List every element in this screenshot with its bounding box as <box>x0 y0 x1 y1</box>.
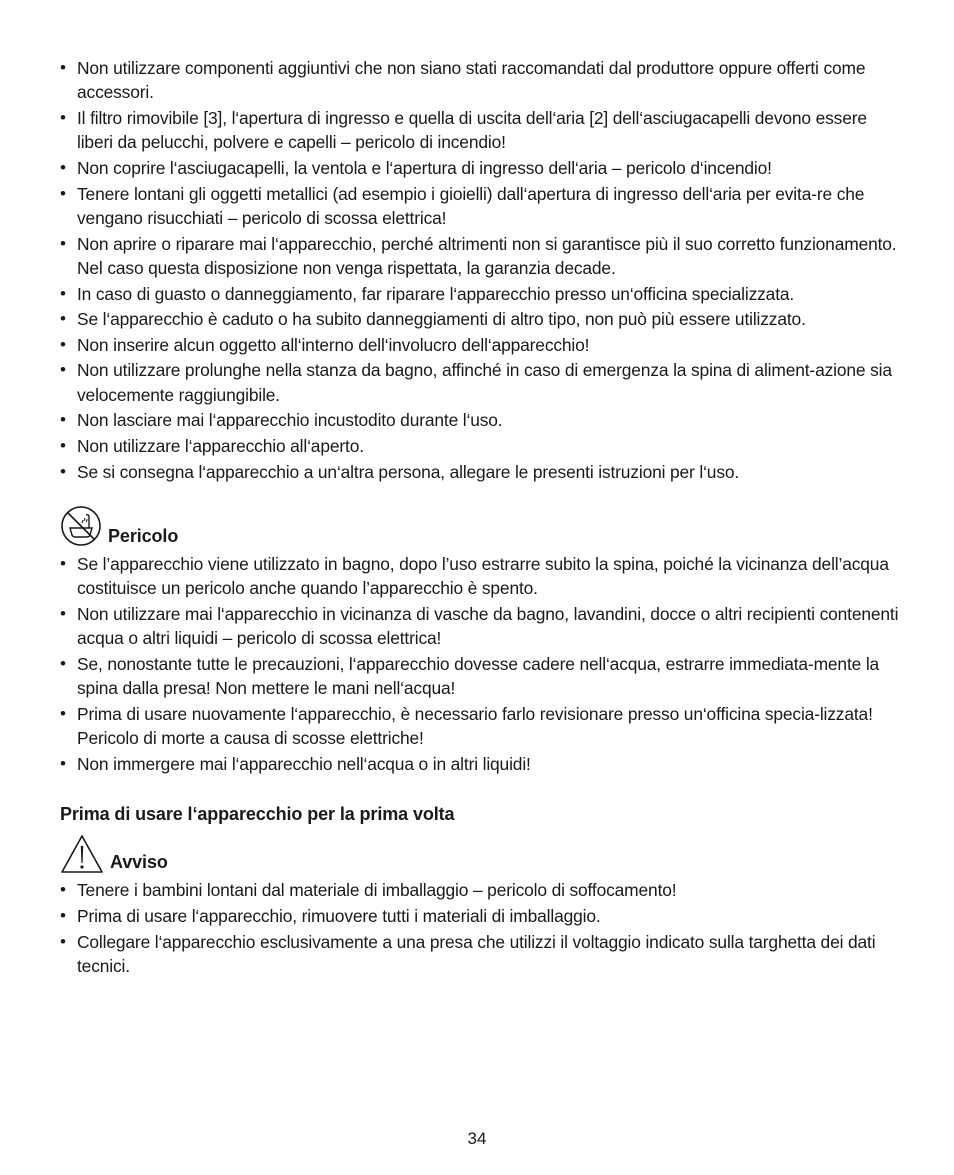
list-item: • Non utilizzare prolunghe nella stanza da bagno, affinché in caso di emergenza la spina di aliment-azione sia velocemente raggiungibile. <box>60 358 900 407</box>
list-item: • Non utilizzare l‘apparecchio all‘aperto. <box>60 434 900 458</box>
list-item: • Prima di usare l‘apparecchio, rimuovere tutti i materiali di imballaggio. <box>60 904 900 928</box>
danger-list <box>60 552 900 776</box>
section-title: Prima di usare l‘apparecchio per la prima volta <box>60 804 455 825</box>
list-item: • Non aprire o riparare mai l‘apparecchio, perché altrimenti non si garantisce più il suo corretto funzionamento. Nel caso questa disposizione non venga rispettata, la garanzia decade. <box>60 232 900 281</box>
manual-page-content <box>60 56 900 980</box>
list-item: • In caso di guasto o danneggiamento, far riparare l‘apparecchio presso un‘officina specializzata. <box>60 282 900 306</box>
list-item: • Collegare l‘apparecchio esclusivamente a una presa che utilizzi il voltaggio indicato sulla targhetta dei dati tecnici. <box>60 930 900 979</box>
list-item: • Non immergere mai l‘apparecchio nell‘acqua o in altri liquidi! <box>60 752 900 776</box>
list-item: • Se l‘apparecchio è caduto o ha subito danneggiamenti di altro tipo, non può più essere utilizzato. <box>60 307 900 331</box>
danger-title: Pericolo <box>108 525 179 546</box>
warning-title: Avviso <box>110 852 168 873</box>
list-item: • Se, nonostante tutte le precauzioni, l‘apparecchio dovesse cadere nell‘acqua, estrarre immediata-mente la spina dalla presa! Non mettere le mani nell‘acqua! <box>60 652 900 701</box>
list-item: • Non utilizzare componenti aggiuntivi che non siano stati raccomandati dal produttore oppure offerti come accessori. <box>60 56 900 105</box>
list-item: • Prima di usare nuovamente l‘apparecchio, è necessario farlo revisionare presso un‘officina specia-lizzata! Pericolo di morte a causa di scosse elettriche! <box>60 702 900 751</box>
no-bathtub-icon <box>60 506 104 548</box>
list-item: • Non coprire l‘asciugacapelli, la ventola e l‘apertura di ingresso dell‘aria – pericolo d‘incendio! <box>60 156 900 180</box>
list-item: • Il filtro rimovibile [3], l‘apertura di ingresso e quella di uscita dell‘aria [2] dell‘asciugacapelli devono essere liberi da pelucchi, polvere e capelli – pericolo di incendio! <box>60 106 900 155</box>
list-item: • Se l’apparecchio viene utilizzato in bagno, dopo l’uso estrarre subito la spina, poiché la vicinanza dell’acqua costituisce un pericolo anche quando l’apparecchio è spento. <box>60 552 900 601</box>
warning-triangle-icon <box>60 834 106 874</box>
page-number: 34 <box>467 1129 487 1148</box>
intro-safety-list <box>60 56 900 484</box>
list-item: • Non inserire alcun oggetto all‘interno dell‘involucro dell‘apparecchio! <box>60 333 900 357</box>
danger-heading <box>60 506 900 548</box>
list-item: • Tenere i bambini lontani dal materiale di imballaggio – pericolo di soffocamento! <box>60 878 900 902</box>
list-item: • Non lasciare mai l‘apparecchio incustodito durante l‘uso. <box>60 408 900 432</box>
warning-list <box>60 878 900 978</box>
list-item: • Non utilizzare mai l‘apparecchio in vicinanza di vasche da bagno, lavandini, docce o altri recipienti contenenti acqua o altri liquidi – pericolo di scossa elettrica! <box>60 602 900 651</box>
list-item: • Se si consegna l‘apparecchio a un‘altra persona, allegare le presenti istruzioni per l‘uso. <box>60 460 900 484</box>
warning-heading <box>60 834 900 874</box>
list-item: • Tenere lontani gli oggetti metallici (ad esempio i gioielli) dall‘apertura di ingresso dell‘aria per evita-re che vengano risucchiati – pericolo di scossa elettrica! <box>60 182 900 231</box>
